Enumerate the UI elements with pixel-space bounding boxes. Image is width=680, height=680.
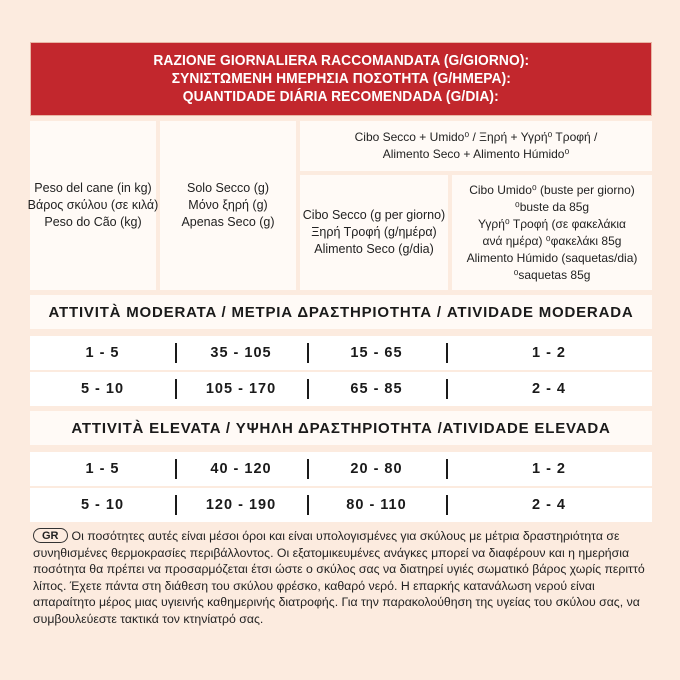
column-header-line: Peso do Cão (kg) [44, 215, 142, 229]
column-header-line: Alimento Seco (g/dia) [314, 242, 434, 256]
column-header-mixed-dry [300, 175, 448, 290]
note-text: Οι ποσότητες αυτές είναι μέσοι όροι και είναι υπολογισμένες για σκύλους με μέτρια δραστηριότητα σε [71, 529, 620, 543]
column-header-mixed-wet [452, 175, 652, 290]
cell-mixed-wet: 1 - 2 [531, 345, 566, 361]
cell-mixed-dry: 65 - 85 [350, 381, 403, 397]
note-line [33, 528, 648, 545]
column-header-line: Peso del cane (in kg) [34, 181, 152, 195]
column-header-dry-only [160, 121, 296, 290]
column-header-line: ⁰buste da 85g [514, 199, 590, 214]
cell-mixed-wet: 2 - 4 [531, 381, 566, 397]
cell-dog-weight: 5 - 10 [80, 381, 125, 397]
cell-dry-only: 35 - 105 [210, 345, 272, 361]
cell-dog-weight: 1 - 5 [85, 461, 120, 477]
feeding-table-header [30, 42, 652, 116]
cell-dry-only: 40 - 120 [210, 461, 272, 477]
column-header-line: Cibo Secco (g per giorno) [302, 208, 446, 222]
cell-mixed-wet: 2 - 4 [531, 497, 566, 513]
cell-mixed-dry: 20 - 80 [350, 461, 403, 477]
note-line: συμβουλεύεστε τακτικά τον κτηνίατρό σας. [33, 611, 264, 626]
column-header-line: Υγρή⁰ Τροφή (σε φακελάκια [478, 216, 626, 231]
column-header-line: ανά ημέρα) ⁰φακελάκι 85g [482, 233, 622, 248]
feeding-note [33, 528, 648, 627]
column-header-line: Apenas Seco (g) [181, 215, 275, 229]
note-line: συνηθισμένες θερμοκρασίες περιβάλλοντος. Οι εξατομικευμένες ανάγκες μπορεί να διαφέρουν και η ημερήσια [33, 545, 630, 560]
header-title-it: RAZIONE GIORNALIERA RACCOMANDATA (G/GIORNO): [153, 52, 529, 69]
column-header-line: Cibo Secco + Umido⁰ / Ξηρή + Υγρή⁰ Τροφή / [354, 130, 598, 144]
note-line: λίπος. Έχετε πάντα στη διάθεση του σκύλου φρέσκο, καθαρό νερό. Η επαρκής κατανάλωση νερού είναι [33, 578, 595, 593]
column-header-line: ⁰saquetas 85g [513, 267, 591, 282]
header-title-gr: ΣΥΝΙΣΤΩΜΕΝΗ ΗΜΕΡΗΣΙΑ ΠΟΣΟΤΗΤΑ (G/ΗΜΕΡΑ): [171, 70, 511, 87]
note-line: ποσότητα θα πρέπει να προσαρμόζεται έτσι ώστε ο σκύλος σας να διατηρεί υγιές σωματικό βάρος χωρίς περιττό [33, 562, 645, 576]
cell-mixed-wet: 1 - 2 [531, 461, 566, 477]
column-header-line: Alimento Húmido (saquetas/dia) [466, 250, 638, 265]
cell-dog-weight: 1 - 5 [85, 345, 120, 361]
column-header-line: Βάρος σκύλου (σε κιλά) [27, 198, 159, 212]
cell-dry-only: 105 - 170 [205, 381, 277, 397]
cell-mixed-dry: 15 - 65 [350, 345, 403, 361]
column-header-line: Solo Secco (g) [187, 181, 269, 195]
column-header-dry-plus-wet [300, 121, 652, 171]
column-header-line: Μόνο ξηρή (g) [188, 198, 268, 212]
cell-dry-only: 120 - 190 [205, 497, 277, 513]
table-row [30, 488, 652, 522]
table-row [30, 372, 652, 406]
column-header-line: Cibo Umido⁰ (buste per giorno) [469, 182, 635, 197]
cell-dog-weight: 5 - 10 [80, 497, 125, 513]
table-row [30, 336, 652, 370]
column-header-dog-weight [27, 121, 159, 290]
section-title-high-activity: ATTIVITÀ ELEVATA / ΥΨΗΛΗ ΔΡΑΣΤΗΡΙΟΤΗΤΑ /ATIVIDADE ELEVADA [30, 411, 652, 445]
language-badge: GR [33, 528, 68, 543]
column-header-line: Alimento Seco + Alimento Húmido⁰ [382, 147, 570, 161]
column-header-line: Ξηρή Τροφή (g/ημέρα) [311, 225, 437, 239]
note-line: απαραίτητο μέρος μιας υγιεινής καθημερινής διατροφής. Για την παρακολούθηση της υγείας του σκύλου σας, να [33, 595, 640, 609]
cell-mixed-dry: 80 - 110 [346, 497, 407, 513]
header-title-pt: QUANTIDADE DIÁRIA RECOMENDADA (G/DIA): [182, 88, 500, 105]
section-title-moderate-activity: ATTIVITÀ MODERATA / ΜΕΤΡΙΑ ΔΡΑΣΤΗΡΙΟΤΗΤΑ / ATIVIDADE MODERADA [30, 295, 652, 329]
table-row [30, 452, 652, 486]
